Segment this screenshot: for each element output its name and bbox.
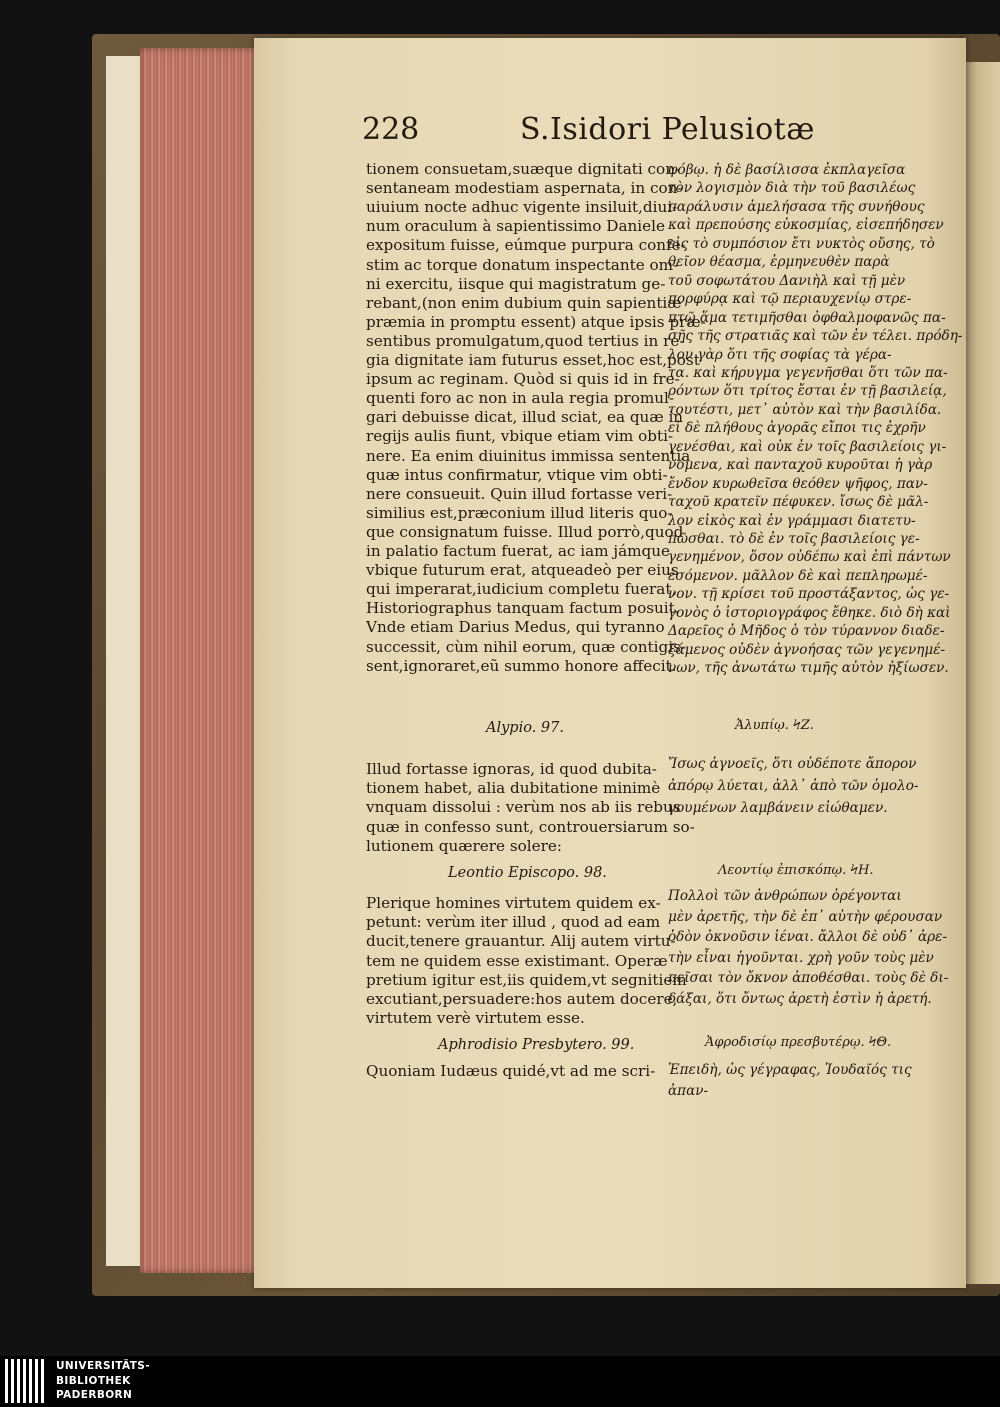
latin-text-line: rebant,(non enim dubium quin sapientiæ bbox=[366, 293, 682, 312]
latin-text-line: gia dignitate iam futurus esset,hoc est,post bbox=[366, 351, 700, 369]
greek-text-line: λον εἰκὸς καὶ ἐν γράμμασι διατετυ- bbox=[668, 512, 916, 529]
latin-text-line: excutiant,persuadere:hos autem docere, bbox=[366, 990, 678, 1008]
latin-text-line: successit, cùm nihil eorum, quæ contigis- bbox=[366, 637, 686, 656]
library-logo-icon bbox=[5, 1359, 49, 1403]
latin-text-line: num oraculum à sapientissimo Daniele bbox=[366, 217, 665, 236]
greek-text-line: φόβῳ. ἡ δὲ βασίλισσα ἐκπλαγεῖσα bbox=[668, 162, 906, 178]
greek-text-line: νων, τῆς ἀνωτάτω τιμῆς αὐτὸν ἠξίωσεν. bbox=[668, 660, 949, 677]
latin-text-line: nere. Ea enim diuinitus immissa sententia bbox=[366, 446, 691, 465]
latin-text-line: sentibus promulgatum,quod tertius in re- bbox=[366, 331, 685, 350]
greek-text-line: θεῖον θέασμα, ἑρμηνευθὲν παρὰ bbox=[668, 254, 890, 271]
greek-text-line: τὴν εἶναι ἡγοῦνται. χρὴ γοῦν τοὺς μὲν bbox=[668, 949, 934, 966]
latin-text-line: stim ac torque donatum inspectante om- bbox=[366, 255, 679, 274]
latin-text-line: Illud fortasse ignoras, id quod dubita- bbox=[366, 760, 657, 778]
running-title: S.Isidori Pelusiotæ bbox=[520, 112, 815, 147]
latin-text-line: vnquam dissolui : verùm nos ab iis rebus bbox=[366, 798, 681, 817]
latin-text-line: similius est,præconium illud literis quo- bbox=[366, 503, 673, 522]
latin-letter-heading: Leontio Episcopo. 98. bbox=[448, 865, 607, 881]
greek-text-line: σῆς τῆς στρατιᾶς καὶ τῶν ἐν τέλει. πρόδη- bbox=[668, 328, 963, 345]
latin-text-line: Vnde etiam Darius Medus, qui tyranno bbox=[366, 618, 665, 637]
library-name-line1: UNIVERSITÄTS- bbox=[56, 1360, 151, 1372]
greek-text-line: Ἐπειδὴ, ὡς γέγραφας, Ἰουδαῖός τις bbox=[668, 1062, 912, 1078]
greek-letter-heading: Ἀλυπίῳ. ϞΖ. bbox=[735, 718, 814, 733]
latin-text-line: virtutem verè virtutem esse. bbox=[366, 1009, 585, 1028]
latin-text-line: præmia in promptu essent) atque ipsis præ- bbox=[366, 312, 706, 331]
latin-text-line: petunt: verùm iter illud , quod ad eam bbox=[366, 913, 661, 932]
greek-text-line: ὁδὸν ὀκνοῦσιν ἰέναι. ἄλλοι δὲ οὐδ᾽ ἀρε- bbox=[668, 929, 948, 945]
library-name-line3: PADERBORN bbox=[56, 1389, 133, 1401]
greek-text-line: λον γὰρ ὅτι τῆς σοφίας τὰ γέρα- bbox=[668, 346, 892, 363]
facing-page-edge bbox=[962, 62, 1000, 1284]
greek-text-line: Πολλοὶ τῶν ἀνθρώπων ὀρέγονται bbox=[668, 888, 902, 904]
latin-text-line: in palatio factum fuerat, ac iam jámque bbox=[366, 542, 671, 560]
latin-text-line: lutionem quærere solere: bbox=[366, 836, 562, 855]
greek-text-line: ἐσόμενον. μᾶλλον δὲ καὶ πεπληρωμέ- bbox=[668, 567, 928, 584]
library-name-line2: BIBLIOTHEK bbox=[56, 1374, 131, 1387]
latin-text-line: regijs aulis fiunt, vbique etiam vim obti- bbox=[366, 427, 674, 446]
greek-text-line: εἰς τὸ συμπόσιον ἔτι νυκτὸς οὔσης, τὸ bbox=[668, 235, 935, 252]
greek-text-line: ταχοῦ κρατεῖν πέφυκεν. ἴσως δὲ μᾶλ- bbox=[668, 494, 929, 511]
latin-text-line: Quoniam Iudæus quidé,vt ad me scri- bbox=[366, 1062, 656, 1080]
greek-text-line: ἔνδον κυρωθεῖσα θεόθεν ψῆφος, παν- bbox=[668, 475, 928, 492]
latin-text-line: ducit,tenere grauantur. Alij autem virtu- bbox=[366, 932, 676, 951]
greek-text-line: τουτέστι, μετ᾽ αὐτὸν καὶ τὴν βασιλίδα. bbox=[668, 401, 942, 418]
greek-text-line: πορφύρᾳ καὶ τῷ περιαυχενίῳ στρε- bbox=[668, 291, 912, 308]
library-name bbox=[56, 1359, 150, 1403]
greek-text-line: Δαρεῖος ὁ Μῆδος ὁ τὸν τύραννον διαδε- bbox=[668, 623, 945, 640]
latin-text-line: tionem habet, alia dubitatione minimè bbox=[366, 779, 661, 798]
latin-text-line: sentaneam modestiam aspernata, in con- bbox=[366, 179, 683, 198]
greek-letter-heading: Ἀφροδισίῳ πρεσβυτέρῳ. ϞΘ. bbox=[705, 1035, 892, 1050]
latin-text-line: pretium igitur est,iis quidem,vt segnitiem bbox=[366, 970, 687, 989]
latin-text-line: tem ne quidem esse existimant. Operæ bbox=[366, 951, 668, 970]
latin-text-line: nere consueuit. Quin illud fortasse veri- bbox=[366, 484, 673, 503]
greek-text-line: ἀπόρῳ λύεται, ἀλλ᾽ ἀπὸ τῶν ὁμολο- bbox=[668, 778, 919, 794]
latin-text-line: que consignatum fuisse. Illud porrò,quod bbox=[366, 522, 684, 541]
latin-text-line: qui imperarat,iudicium completu fuerat, bbox=[366, 580, 677, 599]
latin-text-line: uiuium nocte adhuc vigente insiluit,diui- bbox=[366, 198, 678, 217]
greek-text-line: ξάμενος οὐδὲν ἀγνοήσας τῶν γεγενημέ- bbox=[668, 641, 946, 658]
greek-text-line: τα. καὶ κήρυγμα γεγενῆσθαι ὅτι τῶν πα- bbox=[668, 364, 948, 381]
latin-text-line: quenti foro ac non in aula regia promul- bbox=[366, 389, 675, 408]
greek-text-line: μὲν ἀρετῆς, τὴν δὲ ἐπ᾽ αὐτὴν φέρουσαν bbox=[668, 908, 943, 925]
greek-text-line: καὶ πρεπούσης εὐκοσμίας, εἰσεπήδησεν bbox=[668, 217, 944, 234]
latin-text-line: expositum fuisse, eúmque purpura confe- bbox=[366, 236, 686, 255]
latin-text-line: Historiographus tanquam factum posuit. bbox=[366, 599, 680, 618]
greek-text-line: πῶσθαι. τὸ δὲ ἐν τοῖς βασιλείοις γε- bbox=[668, 531, 920, 547]
latin-text-line: ipsum ac reginam. Quòd si quis id in fre- bbox=[366, 370, 680, 389]
greek-text-line: ἀπαν- bbox=[668, 1083, 709, 1099]
latin-text-line: quæ intus confirmatur, vtique vim obti- bbox=[366, 465, 668, 484]
latin-text-line: quæ in confesso sunt, controuersiarum so- bbox=[366, 817, 695, 836]
greek-text-line: πτῷ ἅμα τετιμῆσθαι ὀφθαλμοφανῶς πα- bbox=[668, 309, 946, 326]
greek-text-line: τὸν λογισμὸν διὰ τὴν τοῦ βασιλέως bbox=[668, 180, 916, 197]
latin-text-line: sent,ignoraret,eũ summo honore affecit. bbox=[366, 656, 677, 675]
latin-text-line: gari debuisse dicat, illud sciat, ea quæ in bbox=[366, 408, 684, 427]
latin-text-line: ni exercitu, iisque qui magistratum ge- bbox=[366, 274, 666, 293]
greek-text-line: Ἴσως ἀγνοεῖς, ὅτι οὐδέποτε ἄπορον bbox=[668, 756, 917, 772]
latin-letter-heading: Aphrodisio Presbytero. 99. bbox=[438, 1037, 635, 1053]
greek-text-line: γενέσθαι, καὶ οὐκ ἐν τοῖς βασιλείοις γι- bbox=[668, 438, 947, 455]
latin-text-line: Plerique homines virtutem quidem ex- bbox=[366, 894, 661, 912]
greek-text-line: δάξαι, ὅτι ὄντως ἀρετὴ ἐστὶν ἡ ἀρετή. bbox=[668, 990, 932, 1007]
greek-text-line: γενημένον, ὅσον οὐδέπω καὶ ἐπὶ πάντων bbox=[668, 549, 951, 566]
library-footer bbox=[0, 1356, 1000, 1407]
latin-text-line: vbique futurum erat, atqueadeò per eius bbox=[366, 561, 679, 580]
latin-letter-heading: Alypio. 97. bbox=[486, 720, 564, 736]
greek-text-line: γουμένων λαμβάνειν εἰώθαμεν. bbox=[668, 800, 888, 816]
greek-text-line: τοῦ σοφωτάτου Δανιὴλ καὶ τῇ μὲν bbox=[668, 272, 906, 289]
greek-letter-heading: Λεοντίῳ ἐπισκόπῳ. ϞΗ. bbox=[718, 863, 874, 878]
greek-text-line: εἰ δὲ πλήθους ἀγορᾶς εἴποι τις ἐχρῆν bbox=[668, 420, 926, 437]
page-edges-red bbox=[140, 48, 260, 1273]
greek-text-line: παράλυσιν ἀμελήσασα τῆς συνήθους bbox=[668, 198, 925, 215]
greek-text-line: ρόντων ὅτι τρίτος ἔσται ἐν τῇ βασιλείᾳ, bbox=[668, 383, 947, 400]
greek-text-line: νόμενα, καὶ πανταχοῦ κυροῦται ἡ γὰρ bbox=[668, 457, 933, 474]
greek-text-line: γονὸς ὁ ἱστοριογράφος ἔθηκε. διὸ δὴ καὶ bbox=[668, 604, 951, 621]
page-number: 228 bbox=[362, 112, 420, 147]
latin-text-line: tionem consuetam,suæque dignitati con- bbox=[366, 160, 681, 178]
greek-text-line: νον. τῇ κρίσει τοῦ προστάξαντος, ὡς γε- bbox=[668, 586, 950, 603]
greek-text-line: πεῖσαι τὸν ὄκνον ἀποθέσθαι. τοὺς δὲ δι- bbox=[668, 970, 949, 986]
